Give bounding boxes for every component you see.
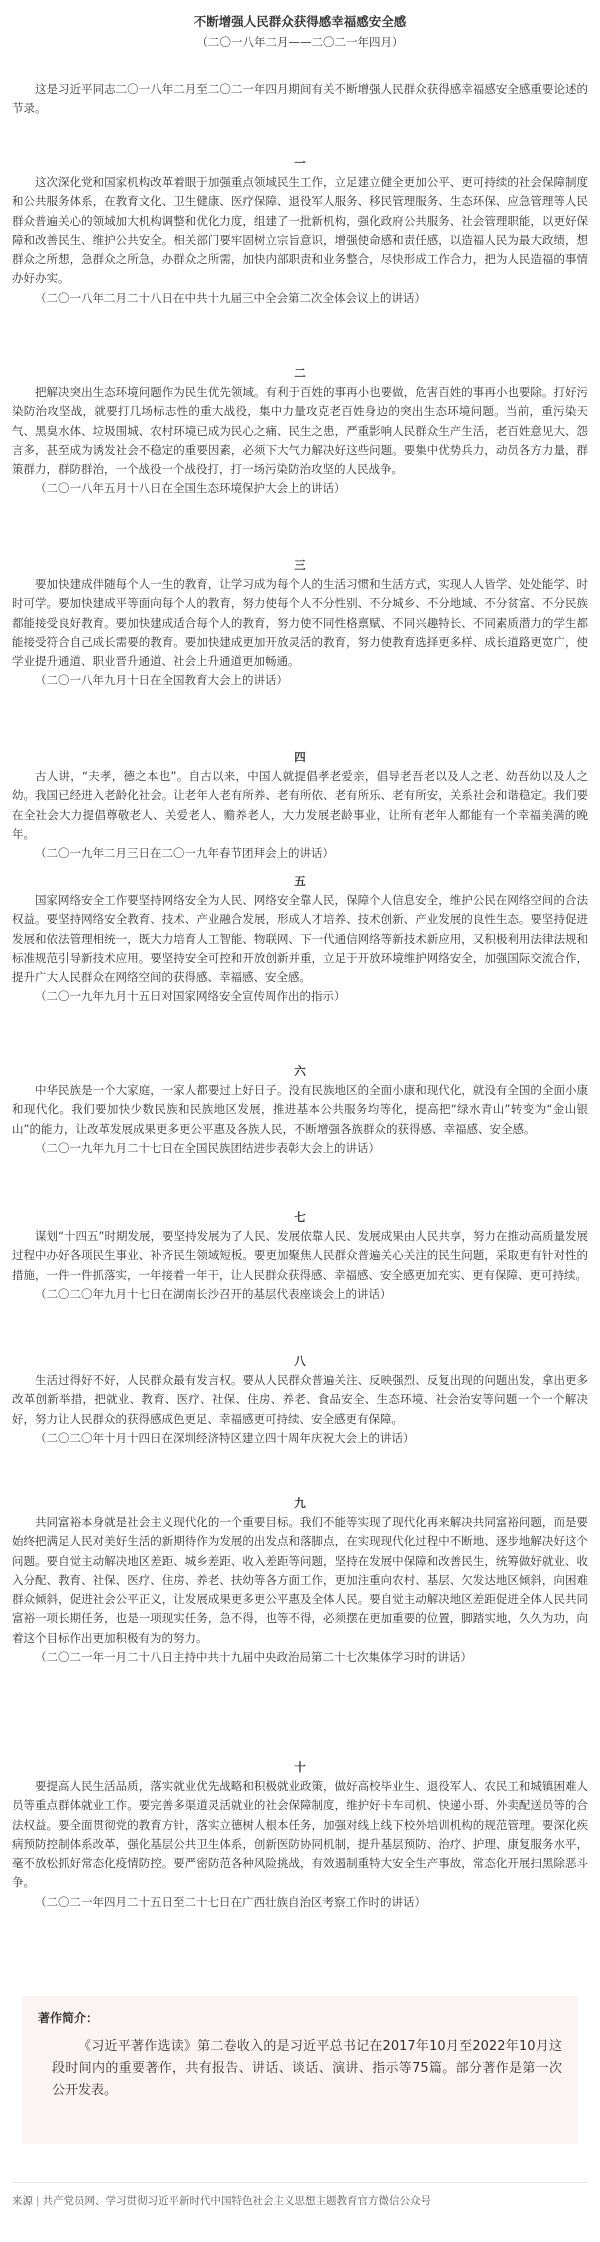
section-body: 要加快建成伴随每个人一生的教育，让学习成为每个人的生活习惯和生活方式，实现人人皆学、处处能学、时时可学。要加快建成平等面向每个人的教育，努力使每个人不分性别、不分城乡、不分地域、不分贫富、不分民族都能接受良好教育。要加快建成适合每个人的教育，努力使不同性格禀赋、不同兴趣特长、不同素质潜力的学生都能接受符合自己成长需要的教育。要加快建成更加开放灵活的教育，努力使教育选择更多样、成长道路更宽广，使学业提升通道、职业晋升通道、社会上升通道更加畅通。 [12,577,588,669]
section-1 [12,154,588,308]
section-6 [12,1062,588,1158]
section-4 [12,748,588,863]
article-title: 不断增强人民群众获得感幸福感安全感 [193,14,407,29]
section-10 [12,1758,588,1912]
section-number: 五 [294,874,306,888]
section-7 [12,1208,588,1304]
book-intro-title: 著作简介： [38,2011,99,2025]
section-source: （二〇二一年一月二十八日主持中共十九届中央政治局第二十七次集体学习时的讲话） [35,1650,472,1665]
section-source: （二〇二〇年十月十四日在深圳经济特区建立四十周年庆祝大会上的讲话） [35,1430,415,1445]
section-number: 八 [294,1354,306,1368]
section-body: 要提高人民生活品质，落实就业优先战略和积极就业政策，做好高校毕业生、退役军人、农民工和城镇困难人员等重点群体就业工作。要完善多渠道灵活就业的社会保障制度，维护好卡车司机、快递小哥、外卖配送员等的合法权益。要全面贯彻党的教育方针，落实立德树人根本任务，加强对线上线下校外培训机构的规范管理。要深化疾病预防控制体系改革，强化基层公共卫生体系，创新医防协同机制，提升基层预防、治疗、护理、康复服务水平，毫不放松抓好常态化疫情防控。要严密防范各种风险挑战，有效遏制重特大安全生产事故，常态化开展扫黑除恶斗争。 [12,1779,588,1890]
section-source: （二〇一八年九月十日在全国教育大会上的讲话） [35,673,288,688]
source-footer [12,2192,588,2210]
source-label: 来源 [12,2195,33,2207]
section-body: 古人讲，“夫孝，德之本也”。自古以来，中国人就提倡孝老爱亲，倡导老吾老以及人之老、幼吾幼以及人之幼。我国已经进入老龄化社会。让老年人老有所养、老有所依、老有所乐、老有所安，关系社会和谐稳定。我们要在全社会大力提倡尊敬老人、关爱老人、赡养老人，大力发展老龄事业，让所有老年人都能有一个幸福美满的晚年。 [12,769,588,841]
section-number: 六 [294,1064,306,1078]
source-text: 共产党员网、学习贯彻习近平新时代中国特色社会主义思想主题教育官方微信公众号 [42,2195,432,2207]
section-number: 二 [294,366,306,380]
section-source: （二〇一八年二月二十八日在中共十九届三中全会第二次全体会议上的讲话） [35,290,426,305]
section-number: 三 [294,558,306,572]
section-number: 一 [294,156,306,170]
section-number: 四 [294,750,306,764]
section-source: （二〇二一年四月二十五日至二十七日在广西壮族自治区考察工作时的讲话） [35,1894,426,1909]
section-source: （二〇一九年二月三日在二〇一九年春节团拜会上的讲话） [35,846,334,861]
article-subtitle: （二〇一八年二月——二〇二一年四月） [196,35,404,49]
section-8 [12,1352,588,1448]
section-source: （二〇一九年九月十五日对国家网络安全宣传周作出的指示） [35,989,346,1004]
section-3 [12,556,588,691]
section-source: （二〇二〇年九月十七日在湖南长沙召开的基层代表座谈会上的讲话） [35,1286,392,1301]
section-source: （二〇一八年五月十八日在全国生态环境保护大会上的讲话） [35,481,346,496]
section-number: 九 [294,1496,306,1510]
section-body: 这次深化党和国家机构改革着眼于加强重点领域民生工作，立足建立健全更加公平、更可持续的社会保障制度和公共服务体系，在教育文化、卫生健康、医疗保障、退役军人服务、移民管理服务、生态环保、应急管理等人民群众普遍关心的领域加大机构调整和优化力度，组建了一批新机构，强化政府公共服务、社会管理职能，以更好保障和改善民生、维护公共安全。相关部门要牢固树立宗旨意识，增强使命感和责任感，以造福人民为最大政绩，想群众之所想，急群众之所急，办群众之所需，加快内部职责和业务整合，尽快形成工作合力，把为人民造福的事情办好办实。 [12,175,588,286]
section-2 [12,364,588,499]
section-source: （二〇一九年九月二十七日在全国民族团结进步表彰大会上的讲话） [35,1140,380,1155]
section-body: 谋划“十四五”时期发展，要坚持发展为了人民、发展依靠人民、发展成果由人民共享，努力在推动高质量发展过程中办好各项民生事业、补齐民生领域短板。要更加聚焦人民群众普遍关心关注的民生问题，采取更有针对性的措施，一件一件抓落实，一年接着一年干，让人民群众获得感、幸福感、安全感更加充实、更有保障、更可持续。 [12,1229,588,1282]
section-number: 七 [294,1210,306,1224]
footer-divider [12,2182,588,2183]
section-body: 共同富裕本身就是社会主义现代化的一个重要目标。我们不能等实现了现代化再来解决共同富裕问题，而是要始终把满足人民对美好生活的新期待作为发展的出发点和落脚点，在实现现代化过程中不断地、逐步地解决好这个问题。要自觉主动解决地区差距、城乡差距、收入差距等问题，坚持在发展中保障和改善民生，统筹做好就业、收入分配、教育、社保、医疗、住房、养老、扶幼等各方面工作，更加注重向农村、基层、欠发达地区倾斜，向困难群众倾斜，促进社会公平正义，让发展成果更多更公平惠及全体人民。要自觉主动解决地区差距促进全体人民共同富裕一项长期任务，也是一项现实任务，急不得，也等不得，必须摆在更加重要的位置，脚踏实地，久久为功，向着这个目标作出更加积极有为的努力。 [12,1515,588,1645]
book-intro-body: 《习近平著作选读》第二卷收入的是习近平总书记在2017年10月至2022年10月这段时间内的重要著作，共有报告、讲话、谈话、演讲、指示等75篇。部分著作是第一次公开发表。 [52,2039,562,2098]
section-body: 生活过得好不好，人民群众最有发言权。要从人民群众普遍关注、反映强烈、反复出现的问题出发，拿出更多改革创新举措，把就业、教育、医疗、社保、住房、养老、食品安全、生态环境、社会治安等问题一个一个解决好，努力让人民群众的获得感成色更足、幸福感更可持续、安全感更有保障。 [12,1373,588,1426]
section-9 [12,1494,588,1667]
footer-separator: | [36,2195,40,2207]
section-body: 中华民族是一个大家庭，一家人都要过上好日子。没有民族地区的全面小康和现代化，就没有全国的全面小康和现代化。我们要加快少数民族和民族地区发展，推进基本公共服务均等化，提高把“绿水青山”转变为“金山银山”的能力，让改革发展成果更多更公平惠及各族人民，不断增强各族群众的获得感、幸福感、安全感。 [12,1083,588,1136]
intro-paragraph: 这是习近平同志二〇一八年二月至二〇二一年四月期间有关不断增强人民群众获得感幸福感安全感重要论述的节录。 [12,82,588,116]
section-body: 把解决突出生态环境问题作为民生优先领域。有利于百姓的事再小也要做，危害百姓的事再小也要除。打好污染防治攻坚战，就要打几场标志性的重大战役，集中力量攻克老百姓身边的突出生态环境问题。当前，重污染天气、黑臭水体、垃圾围城、农村环境已成为民心之痛、民生之患，严重影响人民群众生产生活，老百姓意见大、怨言多，甚至成为诱发社会不稳定的重要因素，必须下大气力解决好这些问题。要集中优势兵力，动员各方力量，群策群力，群防群治，一个战役一个战役打，打一场污染防治攻坚的人民战争。 [12,385,588,477]
section-5 [12,872,588,1007]
section-number: 十 [294,1760,306,1774]
section-body: 国家网络安全工作要坚持网络安全为人民、网络安全靠人民，保障个人信息安全，维护公民在网络空间的合法权益。要坚持网络安全教育、技术、产业融合发展，形成人才培养、技术创新、产业发展的良性生态。要坚持促进发展和依法管理相统一，既大力培育人工智能、物联网、下一代通信网络等新技术新应用，又积极利用法律法规和标准规范引导新技术应用。要坚持安全可控和开放创新并重，立足于开放环境维护网络安全，加强国际交流合作，提升广大人民群众在网络空间的获得感、幸福感、安全感。 [12,893,588,985]
